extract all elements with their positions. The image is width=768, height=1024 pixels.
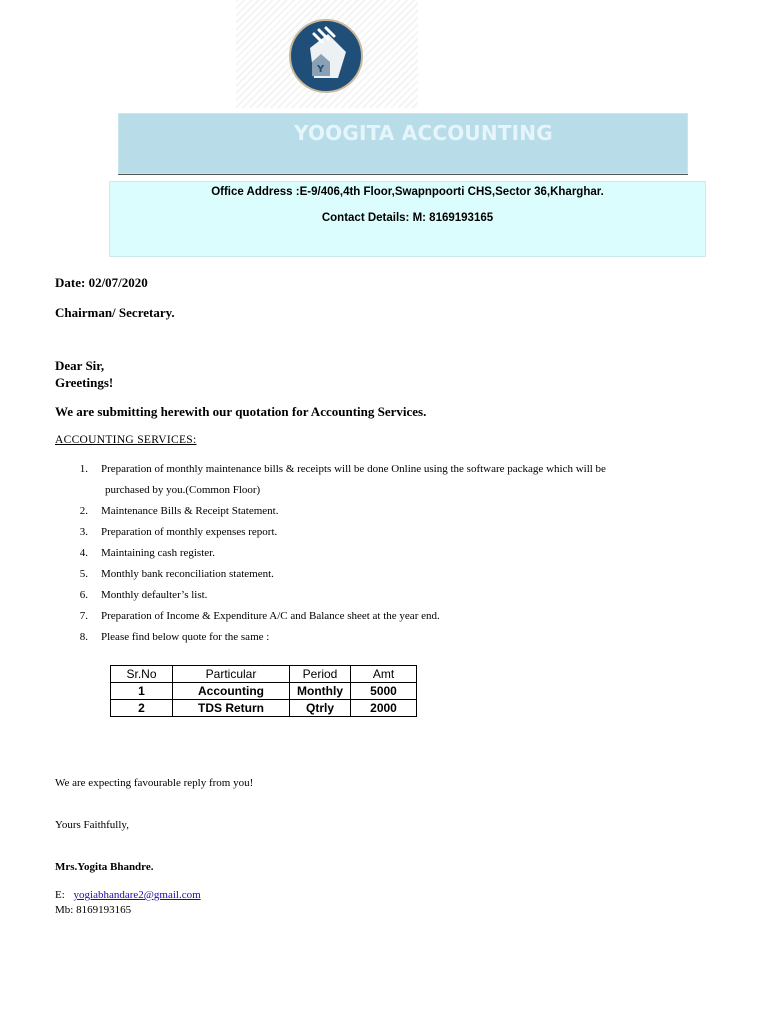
company-name: YOOGITA ACCOUNTING [294, 121, 553, 145]
list-number: 4. [79, 547, 88, 559]
greeting: Greetings! [55, 375, 114, 390]
header-particular: Particular [173, 666, 290, 683]
closing-note: We are expecting favourable reply from you! [55, 777, 254, 789]
list-text: Maintenance Bills & Receipt Statement. [101, 505, 279, 517]
company-logo [288, 18, 364, 94]
sign-off: Yours Faithfully, [55, 819, 129, 831]
list-text: Please find below quote for the same : [101, 631, 270, 643]
list-text: Preparation of monthly maintenance bills & receipts will be done Online using the software package which will be [101, 463, 606, 475]
cell-period: Qtrly [290, 700, 351, 717]
header-amt: Amt [351, 666, 417, 683]
cell-amt: 5000 [351, 683, 417, 700]
recipient: Chairman/ Secretary. [55, 305, 175, 320]
list-number: 3. [79, 526, 88, 538]
list-number: 1. [79, 463, 88, 475]
cell-srno: 2 [111, 700, 173, 717]
services-heading: ACCOUNTING SERVICES: [55, 434, 197, 446]
cell-amt: 2000 [351, 700, 417, 717]
list-text-continued: purchased by you.(Common Floor) [105, 484, 261, 496]
logo-letter: Y [317, 64, 325, 75]
contact-details: Contact Details: M: 8169193165 [321, 212, 494, 224]
contact-box [109, 181, 706, 257]
cell-particular: Accounting [173, 683, 290, 700]
email-label: E: [55, 889, 65, 901]
table-header-row [111, 666, 417, 683]
cell-particular: TDS Return [173, 700, 290, 717]
intro-text: We are submitting herewith our quotation for Accounting Services. [55, 404, 427, 419]
letter-date: Date: 02/07/2020 [55, 275, 148, 290]
office-address: Office Address :E-9/406,4th Floor,Swapnpoorti CHS,Sector 36,Kharghar. [211, 186, 604, 198]
list-number: 6. [79, 589, 88, 601]
list-number: 5. [79, 568, 88, 580]
header-srno: Sr.No [111, 666, 173, 683]
list-text: Preparation of monthly expenses report. [101, 526, 278, 538]
cell-period: Monthly [290, 683, 351, 700]
company-banner [118, 113, 688, 175]
list-text: Preparation of Income & Expenditure A/C and Balance sheet at the year end. [101, 610, 440, 622]
email-link[interactable]: yogiabhandare2@gmail.com [73, 889, 201, 901]
list-text: Monthly defaulter’s list. [101, 589, 208, 601]
salutation: Dear Sir, [55, 358, 105, 373]
list-number: 8. [79, 631, 88, 643]
table-row [111, 700, 417, 717]
list-number: 7. [79, 610, 88, 622]
mobile-number: Mb: 8169193165 [55, 904, 132, 916]
list-text: Maintaining cash register. [101, 547, 215, 559]
cell-srno: 1 [111, 683, 173, 700]
list-number: 2. [79, 505, 88, 517]
signatory-name: Mrs.Yogita Bhandre. [55, 861, 154, 873]
list-text: Monthly bank reconciliation statement. [101, 568, 274, 580]
header-period: Period [290, 666, 351, 683]
quote-table [110, 665, 417, 717]
table-row [111, 683, 417, 700]
email-line [55, 889, 201, 901]
